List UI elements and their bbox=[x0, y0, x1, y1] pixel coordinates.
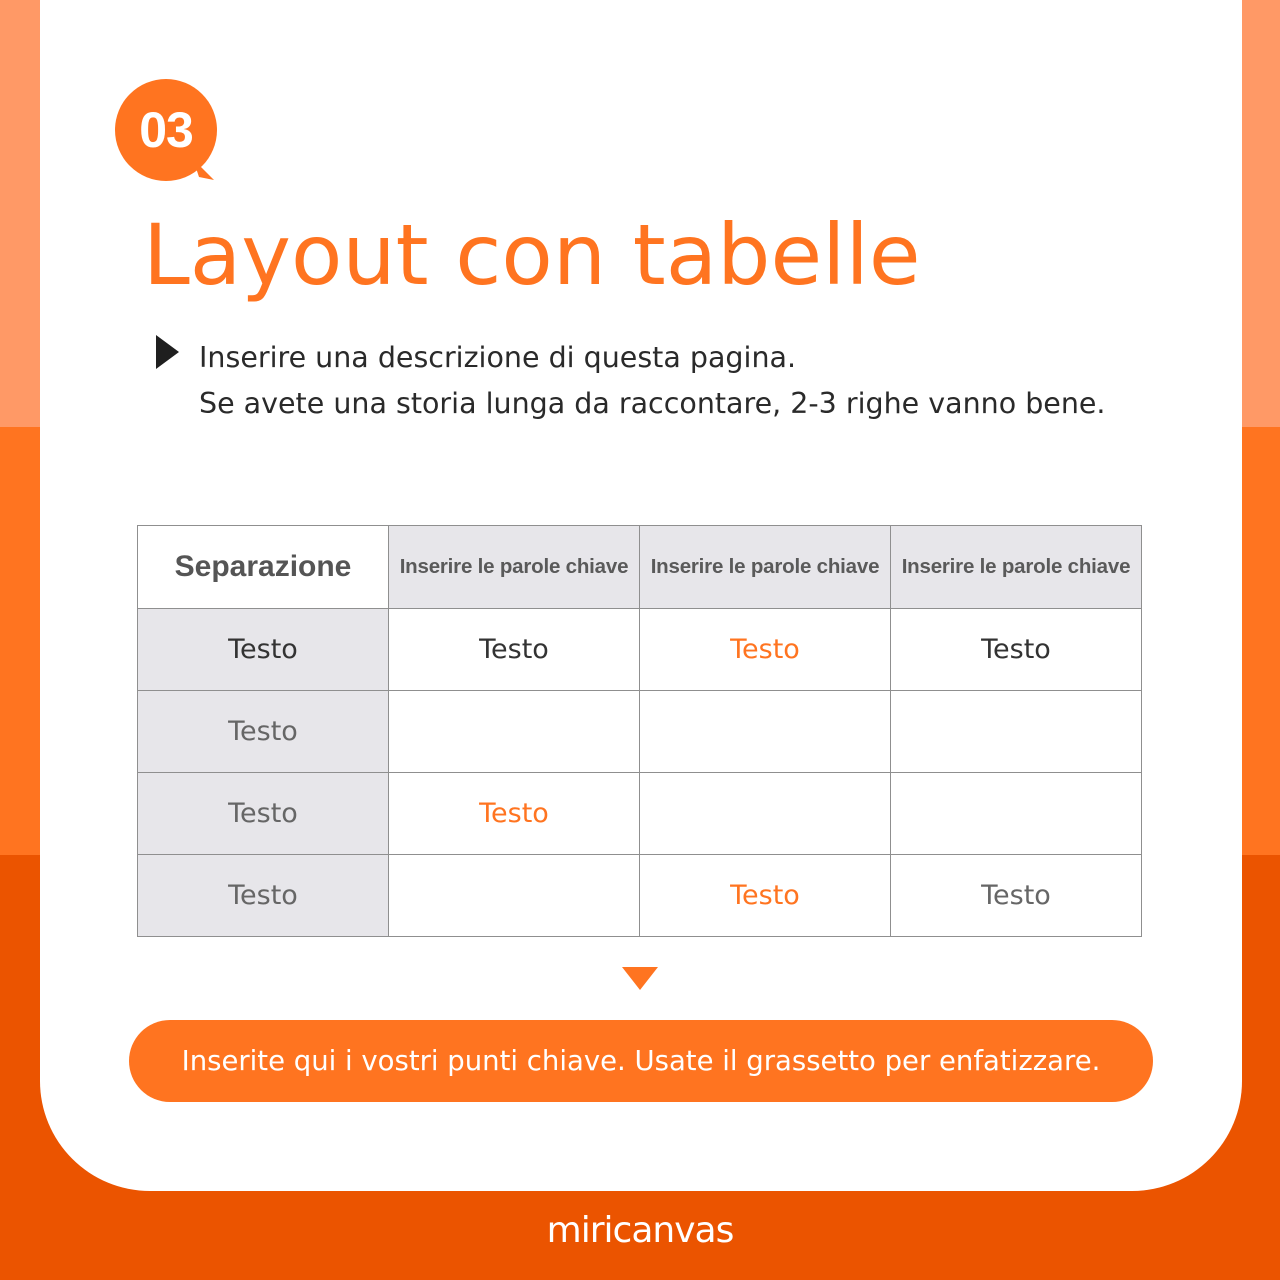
column-header: Inserire le parole chiave bbox=[891, 526, 1142, 609]
table-cell bbox=[640, 691, 891, 773]
description-line: Se avete una storia lunga da raccontare, 2-3 righe vanno bene. bbox=[199, 387, 1106, 420]
table-row bbox=[138, 855, 1142, 937]
section-number-badge bbox=[115, 79, 217, 181]
row-header: Testo bbox=[138, 855, 389, 937]
table-cell bbox=[640, 773, 891, 855]
table-cell bbox=[891, 773, 1142, 855]
play-triangle-icon bbox=[156, 335, 179, 369]
table-row bbox=[138, 691, 1142, 773]
row-header: Testo bbox=[138, 773, 389, 855]
row-header: Testo bbox=[138, 691, 389, 773]
page-title: Layout con tabelle bbox=[143, 206, 921, 304]
table-cell: Testo bbox=[891, 609, 1142, 691]
brand-logo: miricanvas bbox=[546, 1210, 734, 1251]
table-cell bbox=[389, 691, 640, 773]
table-row bbox=[138, 773, 1142, 855]
down-triangle-icon bbox=[622, 967, 658, 990]
table-header-row bbox=[138, 526, 1142, 609]
table-corner-label: Separazione bbox=[138, 526, 389, 609]
page-description bbox=[199, 335, 1106, 427]
row-header: Testo bbox=[138, 609, 389, 691]
comparison-table bbox=[137, 525, 1142, 937]
column-header: Inserire le parole chiave bbox=[640, 526, 891, 609]
table-cell bbox=[891, 691, 1142, 773]
table-cell bbox=[389, 855, 640, 937]
description-line: Inserire una descrizione di questa pagina. bbox=[199, 341, 797, 374]
column-header: Inserire le parole chiave bbox=[389, 526, 640, 609]
table-cell: Testo bbox=[389, 609, 640, 691]
section-number: 03 bbox=[139, 102, 193, 158]
table-cell: Testo bbox=[891, 855, 1142, 937]
table-cell-highlight: Testo bbox=[640, 855, 891, 937]
table-row bbox=[138, 609, 1142, 691]
key-points-banner: Inserite qui i vostri punti chiave. Usate il grassetto per enfatizzare. bbox=[129, 1020, 1153, 1102]
table-cell-highlight: Testo bbox=[389, 773, 640, 855]
table-cell-highlight: Testo bbox=[640, 609, 891, 691]
